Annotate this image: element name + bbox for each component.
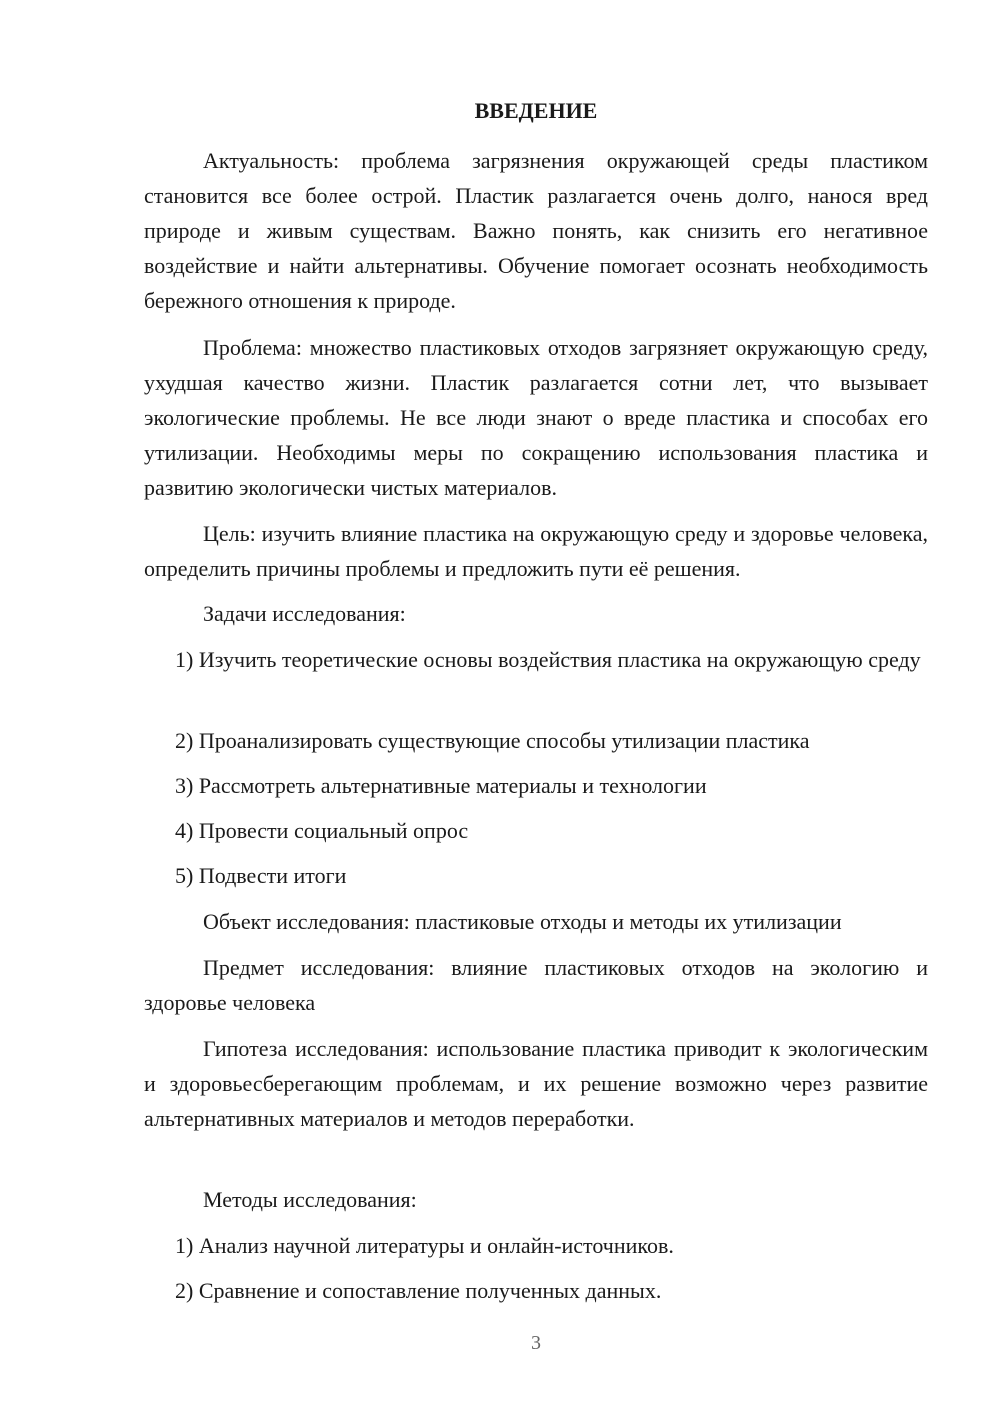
task-item-2: 2) Проанализировать существующие способы утилизации пластика [175,728,810,753]
paragraph-object: Объект исследования: пластиковые отходы и методы их утилизации [203,909,842,934]
method-item-2: 2) Сравнение и сопоставление полученных данных. [175,1278,662,1303]
paragraph-hypothesis: Гипотеза исследования: использование пластика приводит к экологическим и здоровьесберегающим проблемам, и их решение возможно через развитие альтернативных материалов и методов переработки. [144,1036,928,1131]
task-item-3: 3) Рассмотреть альтернативные материалы и технологии [175,773,707,798]
tasks-label: Задачи исследования: [203,601,406,626]
paragraph-relevance: Актуальность: проблема загрязнения окружающей среды пластиком становится все более острой. Пластик разлагается очень долго, нанося вред природе и живым существам. Важно понять, как снизить его негативное воздействие и найти альтернативы. Обучение помогает осознать необходимость бережного отношения к природе. [144,148,928,313]
task-item-4: 4) Провести социальный опрос [175,818,469,843]
page-number: 3 [531,1332,541,1354]
method-item-1: 1) Анализ научной литературы и онлайн-источников. [175,1233,674,1258]
paragraph-problem: Проблема: множество пластиковых отходов загрязняет окружающую среду, ухудшая качество жизни. Пластик разлагается сотни лет, что вызывает экологические проблемы. Не все люди знают о вреде пластика и способах его утилизации. Необходимы меры по сокращению использования пластика и развитию экологически чистых материалов. [144,335,928,500]
paragraph-goal: Цель: изучить влияние пластика на окружающую среду и здоровье человека, определить причины проблемы и предложить пути её решения. [144,521,928,581]
methods-label: Методы исследования: [203,1187,417,1212]
section-heading: ВВЕДЕНИЕ [474,98,598,123]
task-item-1: 1) Изучить теоретические основы воздействия пластика на окружающую среду [175,647,921,672]
task-item-5: 5) Подвести итоги [175,863,347,888]
paragraph-subject: Предмет исследования: влияние пластиковых отходов на экологию и здоровье человека [144,955,928,1015]
